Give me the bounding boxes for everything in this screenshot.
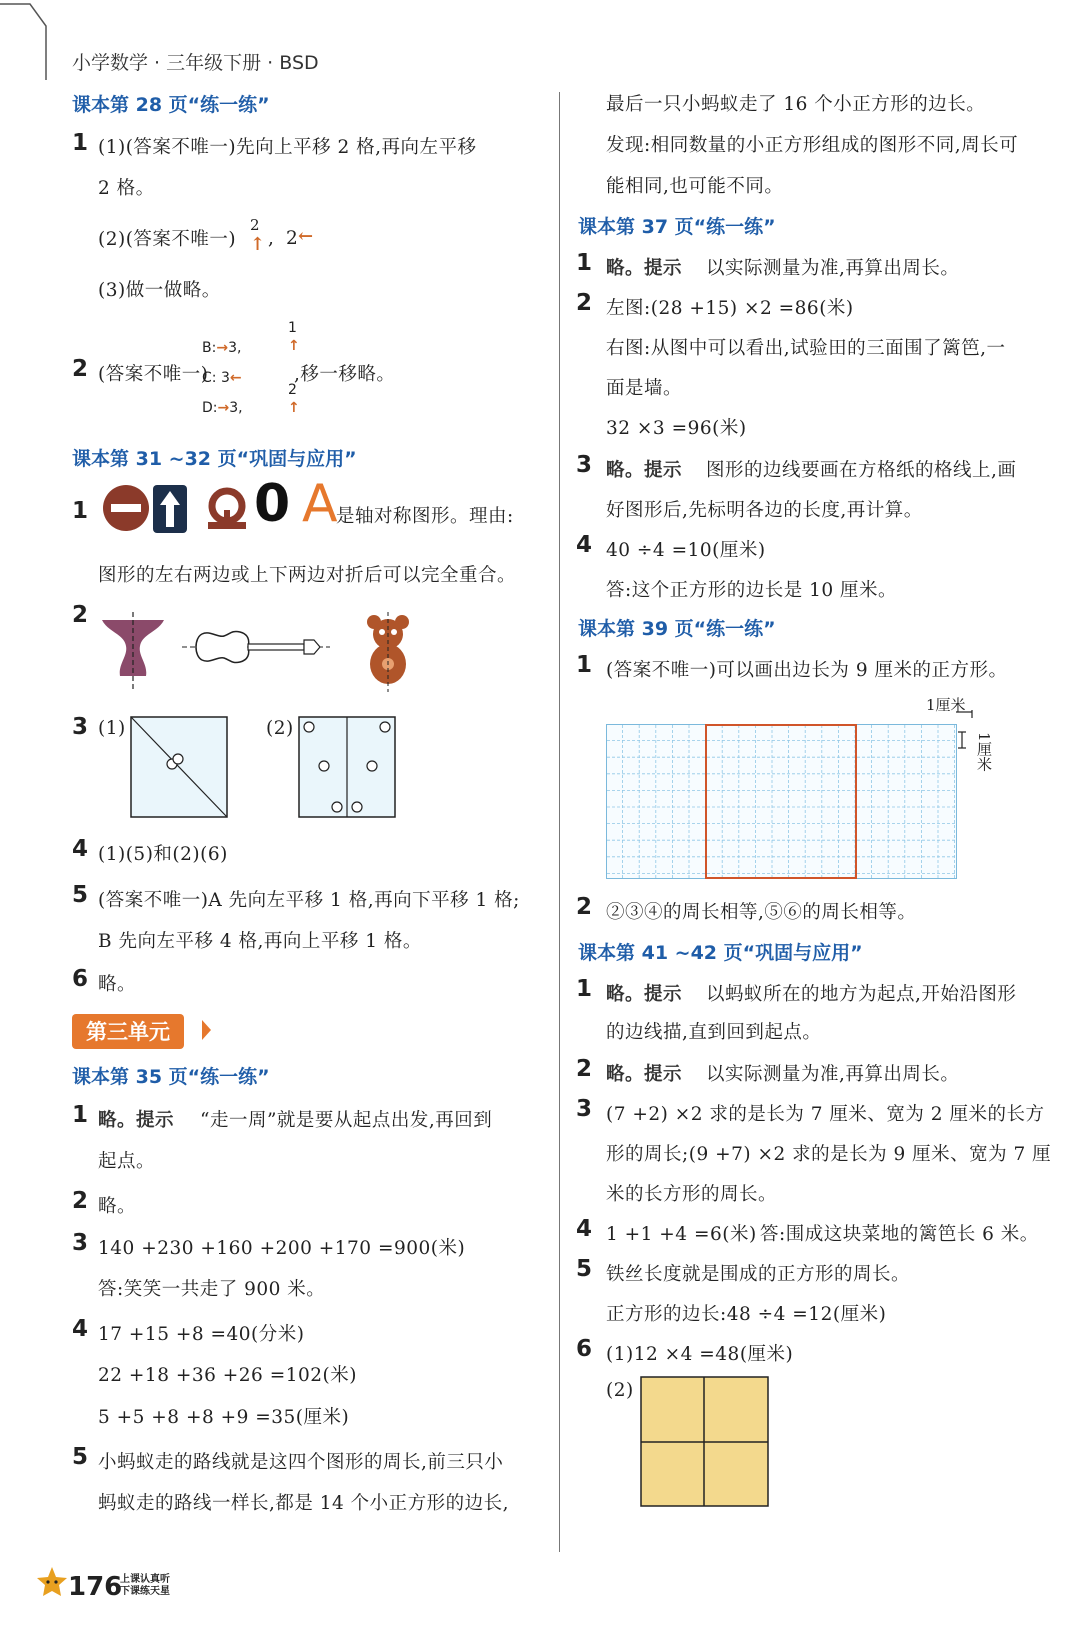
arrow-count-up: 2	[250, 216, 261, 234]
separator: ,	[268, 228, 275, 249]
bear-figure-with-axis	[362, 612, 414, 692]
up-arrow-sign-icon	[152, 484, 188, 534]
question-number: 2	[72, 602, 89, 628]
question-number: 4	[72, 836, 89, 862]
question-number: 3	[576, 1096, 593, 1122]
question-number: 2	[72, 356, 89, 382]
footer-slogan-line: 上课认真听	[120, 1574, 170, 1585]
section-title-p39: 课本第 39 页“练一练”	[578, 618, 776, 640]
letter-a-symbol: A	[302, 474, 338, 534]
answer-line: 左图:(28 +15) ×2 =86(米)	[606, 298, 854, 319]
answer-line: (1)(答案不唯一)先向上平移 2 格,再向左平移	[98, 137, 477, 158]
footer-slogan	[120, 1574, 170, 1598]
hint-label: 略。提示	[98, 1110, 175, 1131]
arrow-left-icon: ←	[229, 370, 242, 386]
answer-line: 140 +230 +160 +200 +170 =900(米)	[98, 1238, 466, 1259]
question-number: 5	[72, 882, 89, 908]
grid-paper-with-square	[606, 724, 958, 882]
answer-line: 起点。	[98, 1151, 156, 1172]
answer-line: 1 +1 +4 =6(米)	[606, 1224, 757, 1245]
arrow-right-icon: →	[216, 340, 229, 356]
move-B-up-count: 1	[288, 320, 297, 336]
question-number: 1	[72, 498, 89, 524]
running-header: 小学数学 · 三年级下册 · BSD	[72, 52, 319, 74]
answer-line: 图形的边线要画在方格纸的格线上,画	[706, 460, 1017, 481]
question-number: 3	[72, 1230, 89, 1256]
answer-line: 能相同,也可能不同。	[606, 176, 784, 197]
answer-line: 2 格。	[98, 178, 155, 199]
answer-line: 以实际测量为准,再算出周长。	[706, 1064, 960, 1085]
square-with-diagonal-figure	[130, 716, 228, 818]
arrow-up-icon: ↑	[288, 400, 300, 416]
answer-line: (3)做一做略。	[98, 280, 221, 301]
star-mascot-icon	[36, 1566, 68, 1598]
arrow-right-icon: →	[217, 400, 230, 416]
digit-zero-symbol: 0	[254, 474, 291, 534]
answer-line: 22 +18 +36 +26 =102(米)	[98, 1365, 357, 1386]
unit-label-vertical: 1厘米	[975, 732, 993, 772]
vase-figure-with-axis	[98, 612, 168, 692]
question-number: 1	[72, 1102, 89, 1128]
question-number: 6	[72, 966, 89, 992]
question-number: 3	[576, 452, 593, 478]
move-D: D:→3,	[202, 400, 243, 416]
answer-line: (答案不唯一)A 先向左平移 1 格,再向下平移 1 格;	[98, 890, 520, 911]
section-title-p37: 课本第 37 页“练一练”	[578, 216, 776, 238]
section-title-p35: 课本第 35 页“练一练”	[72, 1066, 270, 1088]
question-number: 2	[576, 290, 593, 316]
question-number: 6	[576, 1336, 593, 1362]
question-number: 1	[576, 652, 593, 678]
section-title-p28: 课本第 28 页“练一练”	[72, 94, 270, 116]
move-C: C: 3←	[202, 370, 242, 386]
answer-line: 以实际测量为准,再算出周长。	[706, 258, 960, 279]
answer-line: 正方形的边长:48 ÷4 =12(厘米)	[606, 1304, 887, 1325]
arrow-count-left: 2	[286, 228, 299, 249]
answer-line: 的边线描,直到回到起点。	[606, 1022, 822, 1043]
answer-line: “走一周”就是要从起点出发,再回到	[200, 1110, 493, 1131]
arrow-left-icon: ←	[298, 226, 314, 247]
hint-label: 略。提示	[606, 460, 683, 481]
answer-line: 略。	[98, 974, 137, 995]
unit-label-horizontal: 1厘米	[926, 696, 966, 714]
page-number: 176	[68, 1572, 123, 1602]
answer-line: 32 ×3 =96(米)	[606, 418, 747, 439]
answer-line: 铁丝长度就是围成的正方形的周长。	[606, 1264, 911, 1285]
question-number: 5	[72, 1444, 89, 1470]
answer-line: (答案不唯一)可以画出边长为 9 厘米的正方形。	[606, 660, 1008, 681]
arrow-up-icon: ↑	[250, 234, 266, 255]
section-title-p31-32: 课本第 31 ~32 页“巩固与应用”	[72, 448, 357, 470]
answer-line: 答:这个正方形的边长是 10 厘米。	[606, 580, 898, 601]
answer-line: 蚂蚁走的路线一样长,都是 14 个小正方形的边长,	[98, 1493, 510, 1514]
answer-line: 面是墙。	[606, 378, 683, 399]
answer-line: 小蚂蚁走的路线就是这四个图形的周长,前三只小	[98, 1452, 504, 1473]
answer-line: 米的长方形的周长。	[606, 1184, 778, 1205]
question-number: 4	[576, 1216, 593, 1242]
answer-line: ②③④的周长相等,⑤⑥的周长相等。	[606, 902, 917, 923]
question-number: 2	[576, 894, 593, 920]
answer-line: 17 +15 +8 =40(分米)	[98, 1324, 305, 1345]
move-B: B:→3,	[202, 340, 242, 356]
answer-line: 答:围成这块菜地的篱笆长 6 米。	[760, 1224, 1039, 1245]
answer-line: (2)(答案不唯一)	[98, 229, 237, 250]
railway-logo-icon	[204, 486, 250, 532]
question-number: 2	[576, 1056, 593, 1082]
question-number: 1	[576, 250, 593, 276]
answer-line: 形的周长;(9 +7) ×2 求的是长为 9 厘米、宽为 7 厘	[606, 1144, 1052, 1165]
answer-line: 是轴对称图形。理由:	[336, 506, 514, 527]
answer-line: 发现:相同数量的小正方形组成的图形不同,周长可	[606, 135, 1019, 156]
answer-line: 最后一只小蚂蚁走了 16 个小正方形的边长。	[606, 94, 986, 115]
question-number: 3	[72, 714, 89, 740]
part-label: (2)	[266, 718, 294, 739]
question-number: 4	[72, 1316, 89, 1342]
question-number: 1	[72, 130, 89, 156]
part-label: (2)	[606, 1380, 634, 1401]
question-number: 5	[576, 1256, 593, 1282]
answer-line: 5 +5 +8 +8 +9 =35(厘米)	[98, 1407, 350, 1428]
page-corner-decoration	[0, 0, 52, 80]
answer-line: 好图形后,先标明各边的长度,再计算。	[606, 500, 923, 521]
answer-suffix: ,移一移略。	[294, 364, 396, 385]
answer-line: 右图:从图中可以看出,试验田的三面围了篱笆,一	[606, 338, 1006, 359]
part-label: (1)	[98, 718, 126, 739]
question-number: 2	[72, 1188, 89, 1214]
split-rectangle-figure	[298, 716, 396, 818]
hint-label: 略。提示	[606, 1064, 683, 1085]
answer-line: (1)(5)和(2)(6)	[98, 844, 228, 865]
answer-line: (1)12 ×4 =48(厘米)	[606, 1344, 794, 1365]
no-entry-sign-icon	[102, 484, 150, 532]
question-number: 1	[576, 976, 593, 1002]
answer-line: 以蚂蚁所在的地方为起点,开始沿图形	[706, 984, 1017, 1005]
answer-prefix: (答案不唯一)	[98, 364, 209, 385]
answer-line: 略。	[98, 1196, 137, 1217]
answer-line: 答:笑笑一共走了 900 米。	[98, 1279, 326, 1300]
hint-label: 略。提示	[606, 984, 683, 1005]
arrow-up-icon: ↑	[288, 338, 300, 354]
question-number: 4	[576, 532, 593, 558]
column-divider	[559, 92, 560, 1552]
section-title-p41-42: 课本第 41 ~42 页“巩固与应用”	[578, 942, 863, 964]
move-D-up-count: 2	[288, 382, 297, 398]
hint-label: 略。提示	[606, 258, 683, 279]
answer-line: 图形的左右两边或上下两边对折后可以完全重合。	[98, 565, 517, 586]
answer-line: 40 ÷4 =10(厘米)	[606, 540, 766, 561]
answer-line: B 先向左平移 4 格,再向上平移 1 格。	[98, 931, 422, 952]
answer-line: (7 +2) ×2 求的是长为 7 厘米、宽为 2 厘米的长方	[606, 1104, 1045, 1125]
four-square-tile-figure	[640, 1376, 770, 1508]
footer-slogan-line: 下课练天星	[120, 1586, 170, 1597]
unit-3-badge: 第三单元	[72, 1014, 184, 1049]
violin-figure-with-axis	[182, 624, 330, 670]
unit-badge-arrow-icon	[202, 1020, 211, 1040]
